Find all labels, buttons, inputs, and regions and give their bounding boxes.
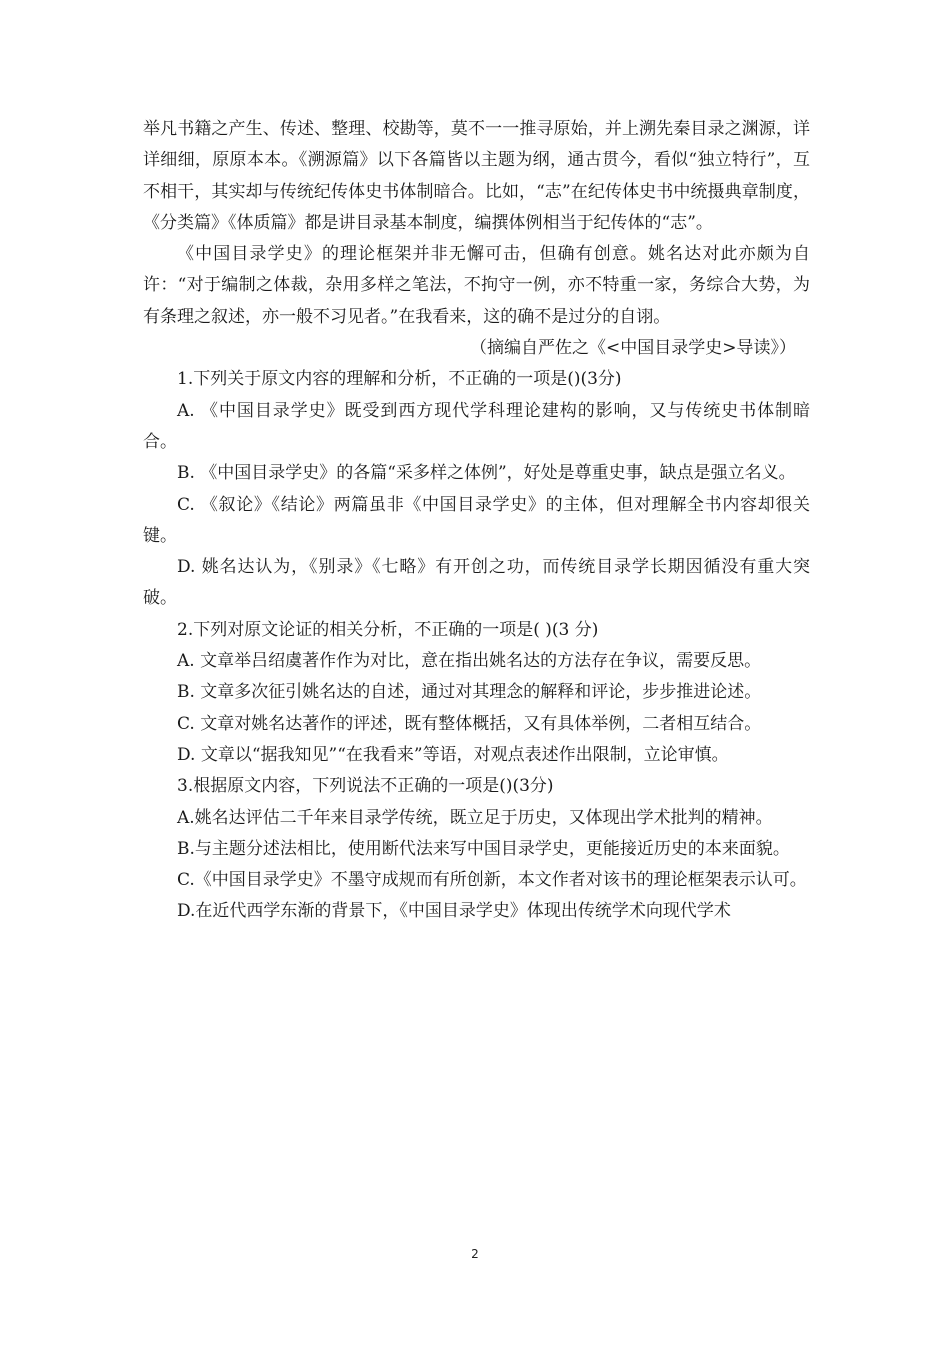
passage-paragraph-1: 举凡书籍之产生、传述、整理、校勘等，莫不一一推寻原始，并上溯先秦目录之渊源，详详细细，原原本本。《溯源篇》以下各篇皆以主题为纲，通古贯今，看似“独立特行”，互不相干，其实却与传统纪传体史书体制暗合。比如，“志”在纪传体史书中统摄典章制度，《分类篇》《体质篇》都是讲目录基本制度，编撰体例相当于纪传体的“志”。 [143,119,810,233]
question-2-option-d: D. 文章以“据我知见”“在我看来”等语，对观点表述作出限制，立论审慎。 [177,744,729,765]
question-1-option-b: B. 《中国目录学史》的各篇“采多样之体例”，好处是尊重史事，缺点是强立名义。 [177,463,796,484]
question-1-option-d: D. 姚名达认为，《别录》《七略》有开创之功，而传统目录学长期因循没有重大突破。 [143,557,810,609]
page-content [143,114,810,928]
question-3-option-b: B.与主题分述法相比，使用断代法来写中国目录学史，更能接近历史的本来面貌。 [177,838,790,859]
question-2-stem: 2.下列对原文论证的相关分析，不正确的一项是( )(3 分) [177,619,599,640]
question-2 [143,615,810,771]
page-number: 2 [471,1247,479,1261]
question-2-option-b: B. 文章多次征引姚名达的自述，通过对其理念的解释和评论，步步推进论述。 [177,682,762,703]
question-1-option-c: C. 《叙论》《结论》两篇虽非《中国目录学史》的主体，但对理解全书内容却很关键。 [143,494,810,546]
question-3-option-a: A.姚名达评估二千年来目录学传统，既立足于历史，又体现出学术批判的精神。 [177,807,773,828]
passage-source: （摘编自严佐之《<中国目录学史>导读》） [470,338,796,359]
question-3-option-d: D.在近代西学东渐的背景下，《中国目录学史》体现出传统学术向现代学术 [177,901,731,922]
passage-paragraph-2: 《中国目录学史》的理论框架并非无懈可击，但确有创意。姚名达对此亦颇为自许：“对于编制之体裁，杂用多样之笔法，不拘守一例，亦不特重一家，务综合大势，为有条理之叙述，亦一般不习见者。”在我看来，这的确不是过分的自诩。 [143,244,810,327]
question-3-stem: 3.根据原文内容，下列说法不正确的一项是()(3分) [177,776,554,797]
question-1-stem: 1.下列关于原文内容的理解和分析，不正确的一项是()(3分) [177,369,622,390]
question-3 [143,771,810,927]
question-2-option-c: C. 文章对姚名达著作的评述，既有整体概括，又有具体举例，二者相互结合。 [177,713,762,734]
question-1 [143,364,810,614]
question-2-option-a: A. 文章举吕绍虞著作作为对比，意在指出姚名达的方法存在争议，需要反思。 [177,651,762,672]
question-1-option-a: A. 《中国目录学史》既受到西方现代学科理论建构的影响，又与传统史书体制暗合。 [143,400,810,452]
question-3-option-c: C.《中国目录学史》不墨守成规而有所创新，本文作者对该书的理论框架表示认可。 [177,870,807,891]
